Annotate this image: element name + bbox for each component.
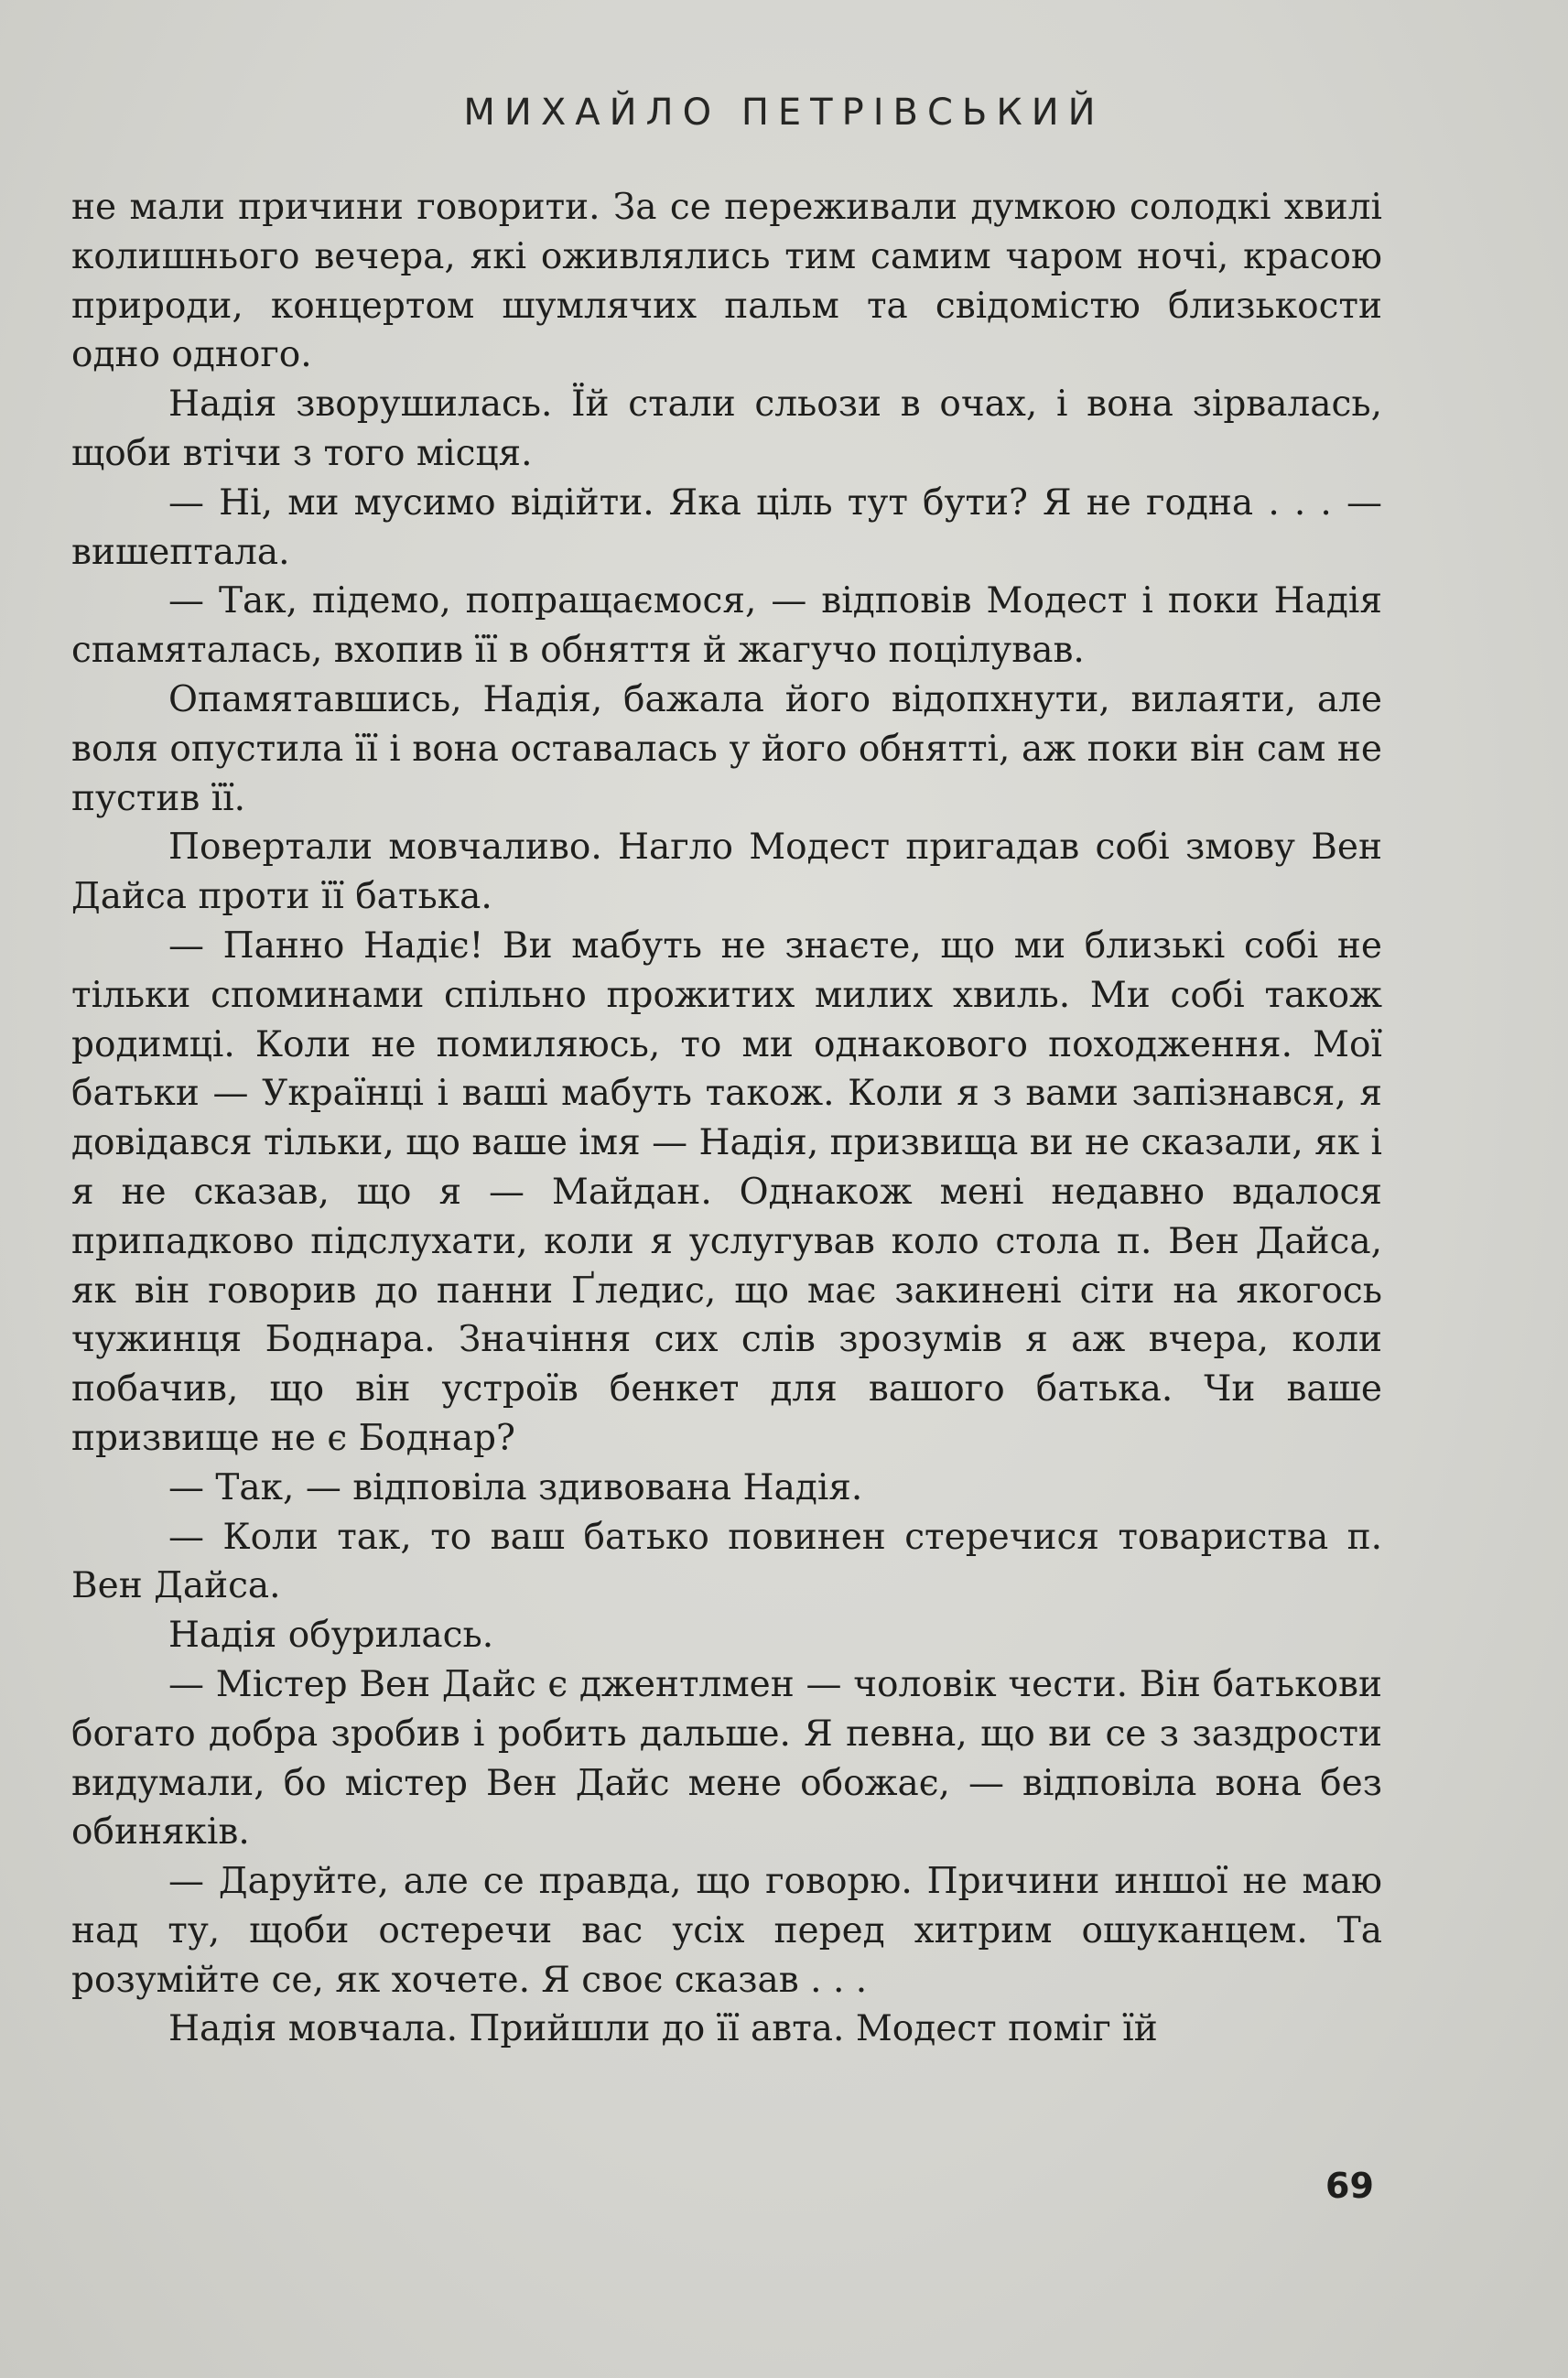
paragraph: не мали причини говорити. За се переживали думкою солодкі хвилі колишнього вечера, які оживлялись тим самим чаром ночі, красою природи, концертом шумлячих пальм та свідомістю близькости одно одного. xyxy=(71,187,1382,376)
running-header: МИХАЙЛО ПЕТРІВСЬКИЙ xyxy=(463,92,1105,134)
paragraph: — Так, підемо, попращаємося, — відповів Модест і поки Надія спамяталась, вхопив її в обняття й жагучо поцілував. xyxy=(71,580,1382,672)
paragraph: Надія зворушилась. Їй стали сльози в очах, і вона зірвалась, щоби втічи з того місця. xyxy=(71,384,1382,474)
body-text xyxy=(71,183,1382,2054)
paragraph: Надія обурилась. xyxy=(168,1615,494,1657)
paragraph: Надія мовчала. Прийшли до її авта. Модест поміг їй xyxy=(168,2008,1158,2050)
paragraph: Повертали мовчаливо. Нагло Модест пригадав собі змову Вен Дайса проти її батька. xyxy=(71,827,1382,918)
paragraph: — Так, — відповіла здивована Надія. xyxy=(168,1466,863,1508)
page-number: 69 xyxy=(1325,2166,1374,2206)
paragraph: — Містер Вен Дайс є джентлмен — чоловік чести. Він батькови богато добра зробив і робить дальше. Я певна, що ви се з заздрости видумали, бо містер Вен Дайс мене обожає, — відповіла вона без обиняків. xyxy=(71,1663,1382,1854)
paragraph: Опамятавшись, Надія, бажала його відопхнути, вилаяти, але воля опустила її і вона оставалась у його обнятті, аж поки він сам не пустив її. xyxy=(71,678,1382,819)
paragraph: — Ні, ми мусимо відійти. Яка ціль тут бути? Я не годна . . . — вишептала. xyxy=(71,481,1382,573)
paragraph: — Панно Надіє! Ви мабуть не знаєте, що ми близькі собі не тільки споминами спільно прожитих милих хвиль. Ми собі також родимці. Коли не помиляюсь, то ми однакового походження. Мої батьки — Українці і ваші мабуть також. Коли я з вами запізнався, я довідався тільки, що ваше імя — Надія, призвища ви не сказали, як і я не сказав, що я — Майдан. Однакож мені недавно вдалося припадково підслухати, коли я услугував коло стола п. Вен Дайса, як він говорив до панни Ґледис, що має закинені сіти на якогось чужинця Боднара. Значіння сих слів зрозумів я аж вчера, коли побачив, що він устроїв бенкет для вашого батька. Чи ваше призвище не є Боднар? xyxy=(71,924,1382,1459)
paragraph: — Даруйте, але се правда, що говорю. Причини иншої не маю над ту, щоби остеречи вас усіх перед хитрим ошуканцем. Та розумійте се, як хочете. Я своє сказав . . . xyxy=(71,1861,1382,2001)
paragraph: — Коли так, то ваш батько повинен стеречися товариства п. Вен Дайса. xyxy=(71,1516,1382,1607)
